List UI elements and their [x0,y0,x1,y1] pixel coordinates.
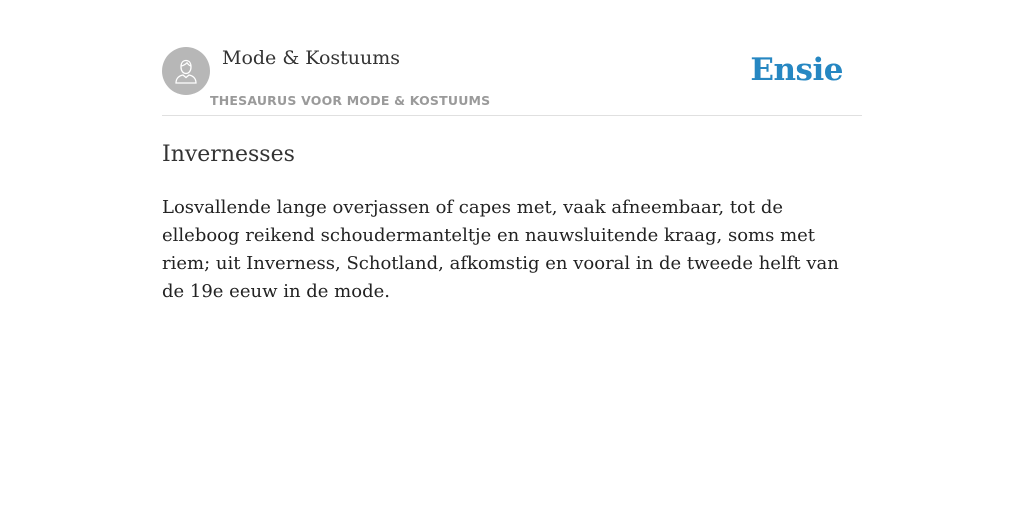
site-subtitle: THESAURUS VOOR MODE & KOSTUUMS [210,93,491,108]
avatar[interactable] [162,47,210,95]
user-icon [171,56,201,86]
header [162,47,862,116]
site-title[interactable]: Mode & Kostuums [222,47,401,69]
page-container [162,0,862,306]
entry-title: Invernesses [162,142,295,167]
entry-definition: Losvallende lange overjassen of capes met, vaak afneembaar, tot de elleboog reikend schoudermanteltje en nauwsluitende kraag, soms met riem; uit Inverness, Schotland, afkomstig en vooral in de tweede helft van de 19e eeuw in de mode. [162,197,839,302]
brand-logo[interactable]: Ensie [750,52,843,88]
